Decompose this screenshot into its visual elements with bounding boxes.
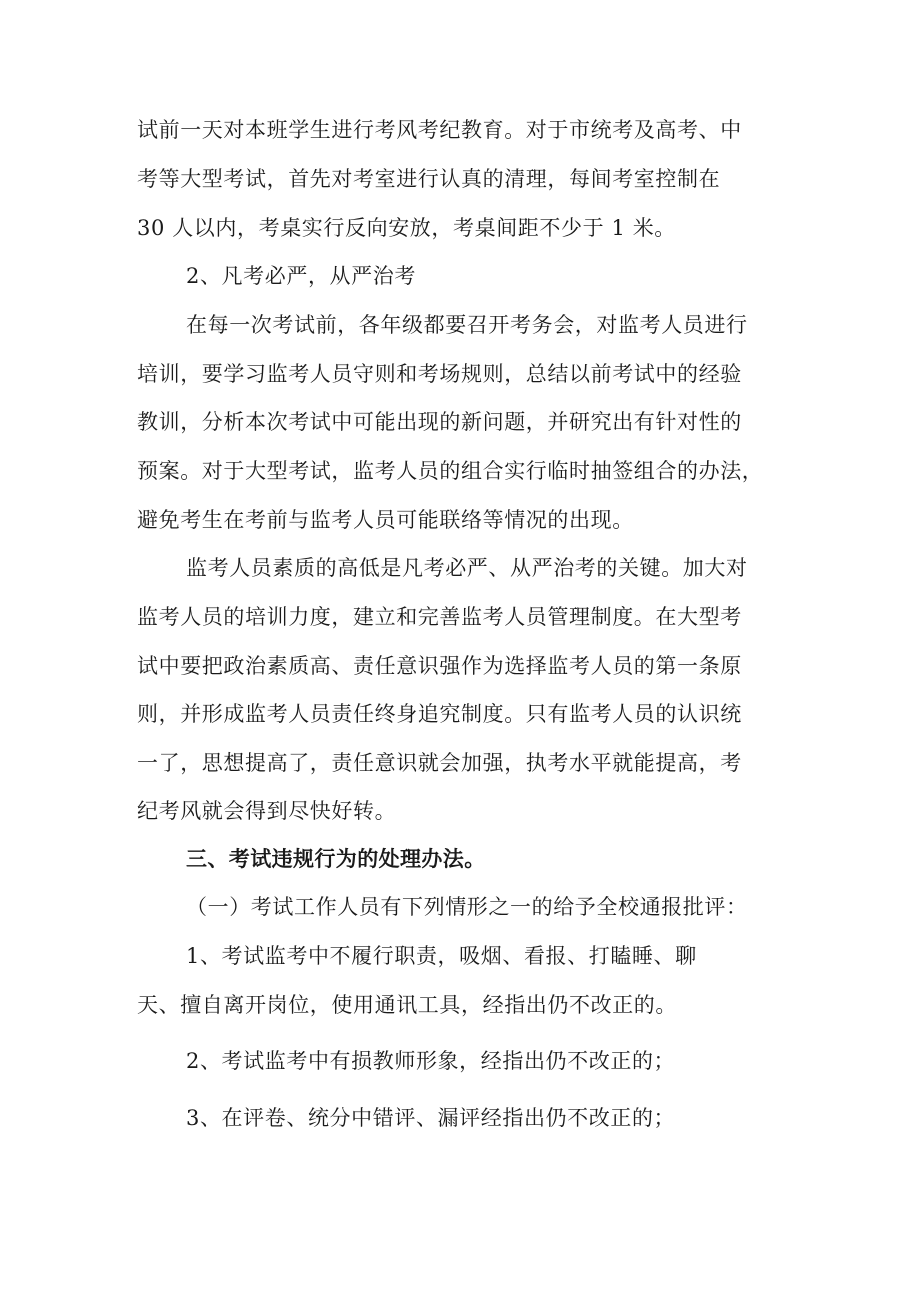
paragraph-4-line-6: 纪考风就会得到尽快好转。 [137, 799, 397, 823]
paragraph-3-line-5: 避免考生在考前与监考人员可能联络等情况的出现。 [137, 508, 634, 532]
paragraph-4-line-3: 试中要把政治素质高、责任意识强作为选择监考人员的第一条原 [137, 654, 742, 678]
paragraph-4-line-1: 监考人员素质的高低是凡考必严、从严治考的关键。加大对 [186, 556, 748, 580]
paragraph-4-line-5: 一了，思想提高了，责任意识就会加强，执考水平就能提高，考 [137, 751, 742, 775]
paragraph-4-line-4: 则，并形成监考人员责任终身追究制度。只有监考人员的认识统 [137, 702, 742, 726]
list-item-1-line-2: 天、擅自离开岗位，使用通讯工具，经指出仍不改正的。 [137, 993, 677, 1017]
subheading-strict-exam: 2、凡考必严，从严治考 [186, 264, 416, 288]
paragraph-3-line-1: 在每一次考试前，各年级都要召开考务会，对监考人员进行 [186, 313, 748, 337]
subitem-1-heading: （一）考试工作人员有下列情形之一的给予全校通报批评： [186, 895, 748, 919]
section-heading-violations: 三、考试违规行为的处理办法。 [186, 847, 486, 871]
list-item-3: 3、在评卷、统分中错评、漏评经指出仍不改正的； [186, 1106, 676, 1130]
paragraph-4-line-2: 监考人员的培训力度，建立和完善监考人员管理制度。在大型考 [137, 605, 742, 629]
paragraph-1-line-3: 30 人以内，考桌实行反向安放，考桌间距不少于 1 米。 [137, 216, 676, 240]
list-item-1-line-1: 1、考试监考中不履行职责，吸烟、看报、打瞌睡、聊 [186, 944, 697, 968]
paragraph-1-line-2: 考等大型考试，首先对考室进行认真的清理，每间考室控制在 [137, 167, 721, 191]
list-item-2: 2、考试监考中有损教师形象，经指出仍不改正的； [186, 1049, 676, 1073]
paragraph-3-line-4: 预案。对于大型考试，监考人员的组合实行临时抽签组合的办法， [137, 459, 764, 483]
paragraph-3-line-2: 培训，要学习监考人员守则和考场规则，总结以前考试中的经验 [137, 362, 742, 386]
paragraph-3-line-3: 教训，分析本次考试中可能出现的新问题，并研究出有针对性的 [137, 410, 742, 434]
paragraph-1-line-1: 试前一天对本班学生进行考风考纪教育。对于市统考及高考、中 [137, 118, 742, 142]
